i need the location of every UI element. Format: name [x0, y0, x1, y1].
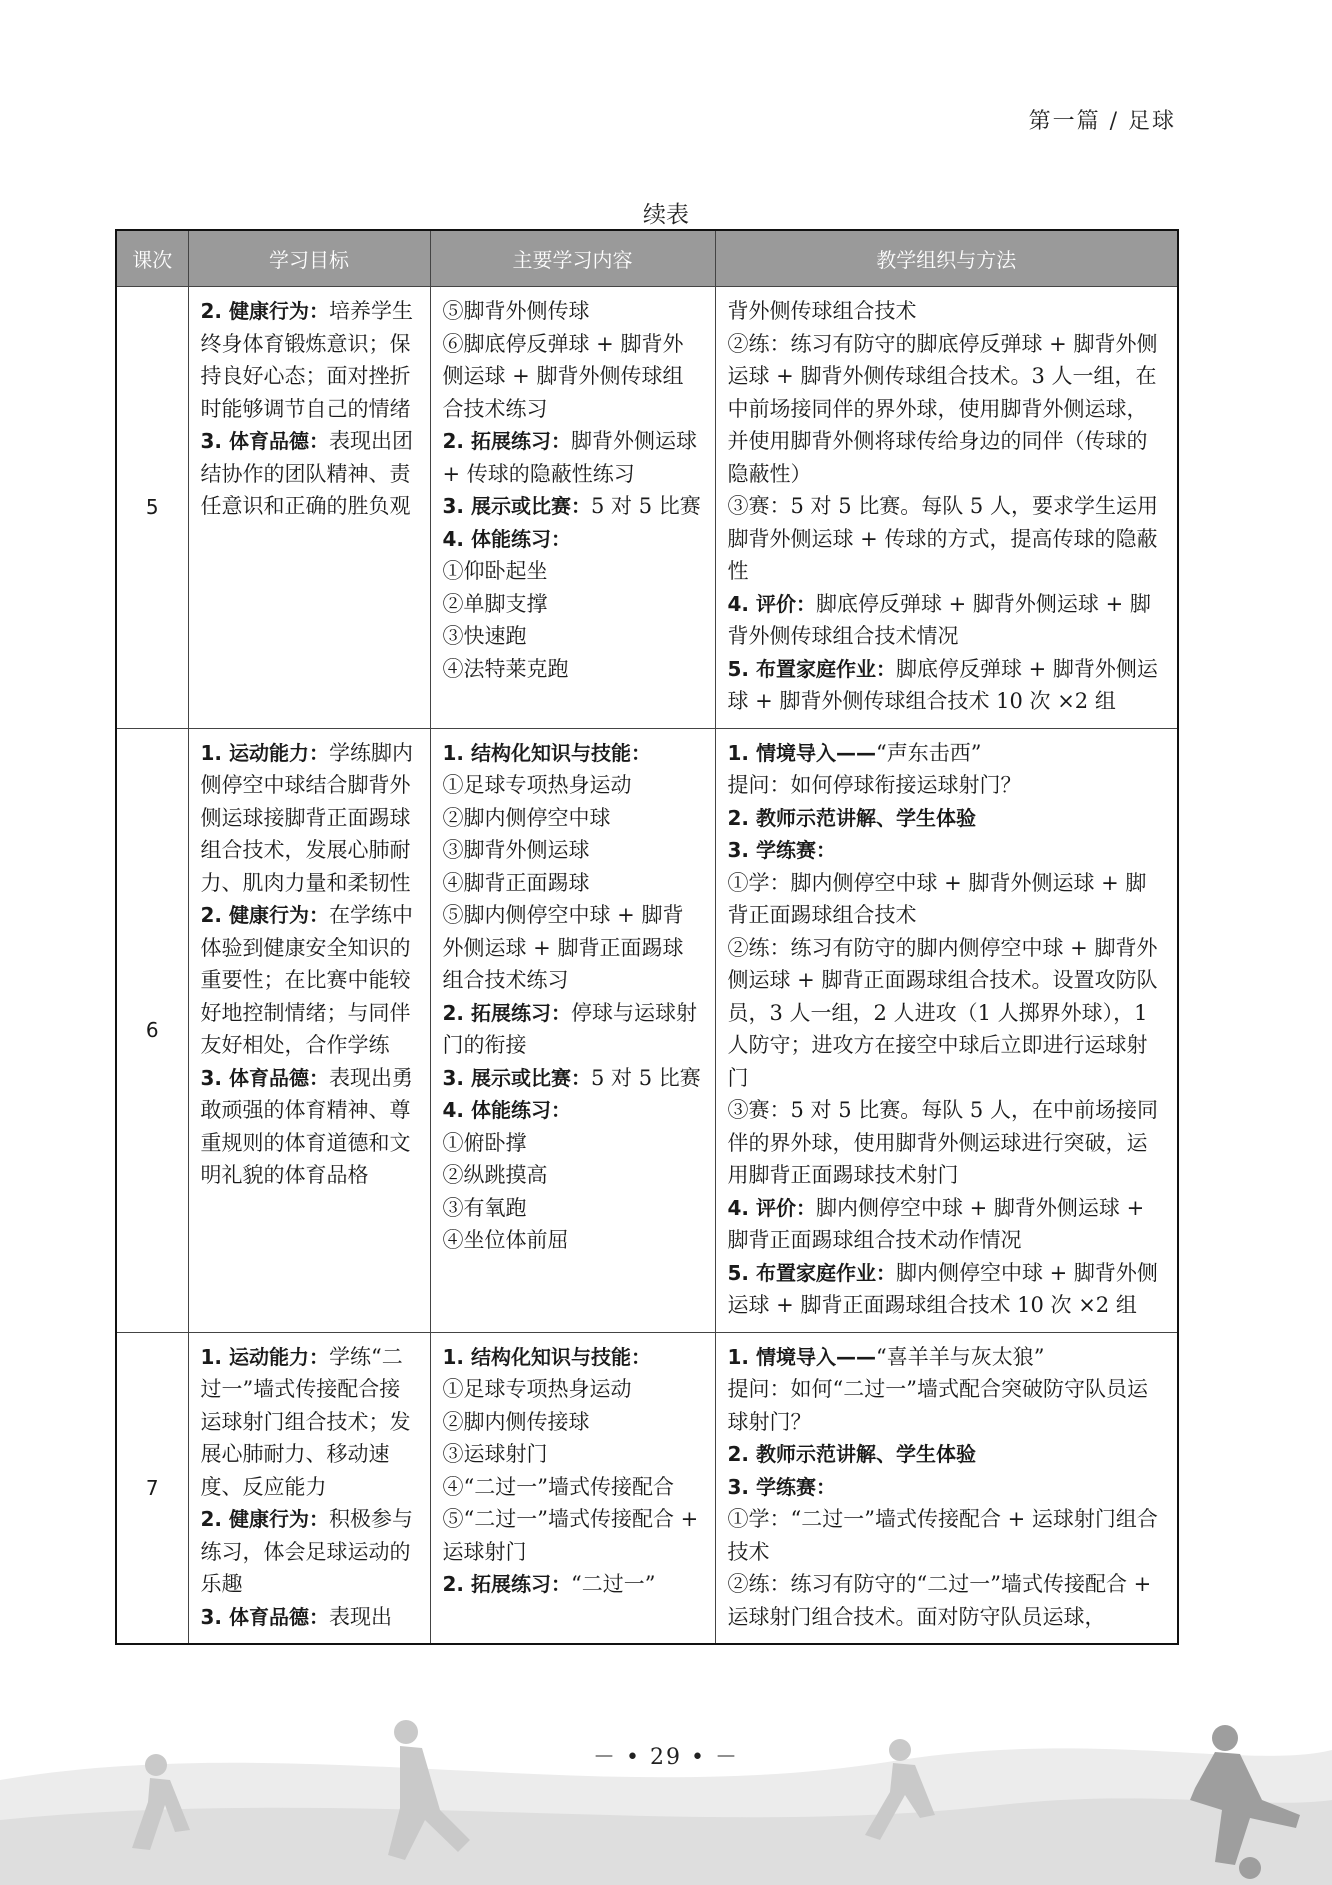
- methods-item: [728, 1373, 1166, 1438]
- methods-item-text: 提问：如何停球衔接运球射门？: [727, 773, 1022, 797]
- content-item: [443, 1503, 703, 1568]
- content-item-label: 3. 展示或比赛：: [442, 1065, 591, 1090]
- content-item: [443, 867, 703, 900]
- goals-item: [201, 295, 418, 425]
- footer-decoration: [0, 1690, 1332, 1885]
- methods-item: [728, 653, 1166, 718]
- cell-methods: [715, 1332, 1178, 1644]
- content-item-text: 脚背外侧运球 + 传球的隐蔽性练习: [442, 429, 697, 486]
- cell-methods: [715, 728, 1178, 1332]
- cell-content: [430, 287, 715, 729]
- content-item-text: 停球与运球射门的衔接: [442, 1000, 697, 1057]
- lesson-number: 7: [116, 1332, 188, 1644]
- methods-item: [728, 1568, 1166, 1633]
- table-header-row: [116, 230, 1178, 287]
- content-item-text: ③快速跑: [442, 624, 527, 648]
- content-item-text: ⑤脚内侧停空中球 + 脚背外侧运球 + 脚背正面踢球组合技术练习: [442, 903, 684, 992]
- content-item-label: 3. 展示或比赛：: [442, 494, 591, 518]
- content-item-label: 1. 结构化知识与技能：: [442, 1344, 651, 1369]
- content-item: [443, 1406, 703, 1439]
- header-content: 主要学习内容: [430, 230, 715, 287]
- methods-item: [728, 932, 1166, 1095]
- cell-goals: [188, 728, 430, 1332]
- content-item: [443, 1471, 703, 1504]
- content-item-text: ③脚背外侧运球: [442, 838, 590, 862]
- content-item: [443, 1159, 703, 1192]
- content-item: [443, 1127, 703, 1160]
- lesson-plan-table: [115, 229, 1179, 1645]
- goals-item: [201, 1341, 418, 1504]
- content-item-text: ②脚内侧停空中球: [442, 805, 611, 830]
- methods-item-label: 2. 教师示范讲解、学生体验: [727, 805, 976, 830]
- methods-item-text: 脚底停反弹球 + 脚背外侧运球 + 脚背外侧传球组合技术情况: [727, 591, 1151, 648]
- methods-item-text: 提问：如何“二过一”墙式配合突破防守队员运球射门？: [727, 1377, 1148, 1434]
- methods-item-label: 3. 学练赛：: [727, 838, 836, 862]
- header-lesson: 课次: [116, 230, 188, 287]
- goals-item: [201, 899, 418, 1062]
- content-item-label: 4. 体能练习：: [442, 526, 571, 551]
- goals-item: [201, 1062, 418, 1192]
- content-item: [443, 834, 703, 867]
- methods-item-text: 脚内侧停空中球 + 脚背外侧运球 + 脚背正面踢球组合技术 10 次 ×2 组: [727, 1260, 1158, 1317]
- content-item: [443, 295, 703, 328]
- methods-item-label: 4. 评价：: [727, 1195, 816, 1220]
- methods-item-label: 2. 教师示范讲解、学生体验: [727, 1442, 976, 1466]
- methods-item: [728, 802, 1166, 835]
- methods-item-label: 5. 布置家庭作业：: [727, 656, 896, 681]
- goals-item-label: 2. 健康行为：: [200, 299, 329, 323]
- goals-item: [201, 1601, 418, 1634]
- content-item-text: ②脚内侧传接球: [442, 1409, 590, 1434]
- methods-item-label: 1. 情境导入——: [727, 1344, 876, 1369]
- content-item-text: ①俯卧撑: [442, 1130, 527, 1155]
- header-methods: 教学组织与方法: [715, 230, 1178, 287]
- methods-item: [728, 834, 1166, 867]
- goals-item-label: 3. 体育品德：: [200, 1065, 329, 1090]
- content-item: [443, 737, 703, 770]
- content-item: [443, 620, 703, 653]
- methods-item-text: 背外侧传球组合技术: [727, 299, 917, 323]
- content-item-text: 5 对 5 比赛: [590, 494, 701, 518]
- table-row: [116, 287, 1178, 729]
- goals-item-label: 3. 体育品德：: [200, 1604, 329, 1629]
- content-item-text: ③运球射门: [442, 1442, 548, 1466]
- methods-item-text: 脚底停反弹球 + 脚背外侧运球 + 脚背外侧传球组合技术 10 次 ×2 组: [727, 656, 1158, 713]
- content-item-text: ⑥脚底停反弹球 + 脚背外侧运球 + 脚背外侧传球组合技术练习: [442, 331, 684, 421]
- content-item-text: ①足球专项热身运动: [442, 1377, 632, 1401]
- methods-item-label: 3. 学练赛：: [727, 1474, 836, 1499]
- methods-item: [728, 588, 1166, 653]
- goals-item-text: 学练“二过一”墙式传接配合接运球射门组合技术；发展心肺耐力、移动速度、反应能力: [200, 1344, 411, 1499]
- methods-item: [728, 1257, 1166, 1322]
- content-item: [443, 1192, 703, 1225]
- goals-item-text: 表现出勇敢顽强的体育精神、尊重规则的体育道德和文明礼貌的体育品格: [200, 1065, 413, 1187]
- goals-item: [201, 425, 418, 523]
- methods-item: [728, 490, 1166, 588]
- methods-item-text: ②练：练习有防守的脚底停反弹球 + 脚背外侧运球 + 脚背外侧传球组合技术。3 人一组，在中前场接同伴的界外球，使用脚背外侧运球，并使用脚背外侧将球传给身边的同伴（传球的隐蔽性）: [727, 331, 1158, 486]
- content-item: [443, 490, 703, 523]
- methods-item: [728, 769, 1166, 802]
- goals-item-text: 在学练中体验到健康安全知识的重要性；在比赛中能较好地控制情绪；与同伴友好相处，合作学练: [200, 903, 413, 1057]
- methods-item: [728, 1094, 1166, 1192]
- content-item-text: ⑤“二过一”墙式传接配合 + 运球射门: [442, 1507, 699, 1564]
- methods-item-text: “喜羊羊与灰太狼”: [875, 1344, 1045, 1369]
- content-item: [443, 523, 703, 556]
- methods-item: [728, 1471, 1166, 1504]
- content-item-label: 2. 拓展练习：: [442, 1572, 571, 1596]
- methods-item-text: ①学：“二过一”墙式传接配合 + 运球射门组合技术: [727, 1507, 1158, 1564]
- methods-item-text: ②练：练习有防守的脚内侧停空中球 + 脚背外侧运球 + 脚背正面踢球组合技术。设置攻防队员，3 人一组，2 人进攻（1 人掷界外球），1 人防守；进攻方在接空中球后立即进行运球射门: [727, 935, 1158, 1090]
- methods-item-text: ①学：脚内侧停空中球 + 脚背外侧运球 + 脚背正面踢球组合技术: [727, 870, 1147, 927]
- goals-item-text: 表现出团结协作的团队精神、责任意识和正确的胜负观: [200, 429, 413, 518]
- content-item: [443, 1224, 703, 1257]
- content-item-text: “二过一”: [570, 1572, 656, 1596]
- content-item: [443, 1568, 703, 1601]
- goals-item-text: 学练脚内侧停空中球结合脚背外侧运球接脚背正面踢球组合技术，发展心肺耐力、肌肉力量和柔韧性: [200, 740, 413, 895]
- content-item-text: ③有氧跑: [442, 1195, 527, 1220]
- content-item-text: 5 对 5 比赛: [590, 1065, 701, 1090]
- content-item-text: ②纵跳摸高: [442, 1163, 548, 1187]
- methods-item-label: 4. 评价：: [727, 591, 816, 616]
- goals-item-label: 3. 体育品德：: [200, 429, 329, 453]
- content-item-text: ④脚背正面踢球: [442, 870, 590, 895]
- methods-item-text: “声东击西”: [875, 740, 982, 765]
- content-item-text: ④“二过一”墙式传接配合: [442, 1474, 674, 1499]
- content-item: [443, 555, 703, 588]
- goals-item-label: 1. 运动能力：: [200, 1344, 329, 1369]
- goals-item-text: 培养学生终身体育锻炼意识；保持良好心态；面对挫折时能够调节自己的情绪: [200, 299, 413, 421]
- content-item: [443, 1438, 703, 1471]
- content-item: [443, 1094, 703, 1127]
- methods-item: [728, 295, 1166, 328]
- goals-item-label: 2. 健康行为：: [200, 903, 329, 927]
- cell-content: [430, 728, 715, 1332]
- content-item-label: 4. 体能练习：: [442, 1098, 571, 1122]
- content-item: [443, 1062, 703, 1095]
- content-item-label: 1. 结构化知识与技能：: [442, 740, 651, 765]
- cell-goals: [188, 287, 430, 729]
- header-goals: 学习目标: [188, 230, 430, 287]
- content-item: [443, 997, 703, 1062]
- content-item: [443, 802, 703, 835]
- methods-item: [728, 1341, 1166, 1374]
- content-item: [443, 769, 703, 802]
- methods-item: [728, 867, 1166, 932]
- methods-item-label: 1. 情境导入——: [727, 740, 876, 765]
- page-number: － • 29 • －: [593, 1745, 739, 1770]
- lesson-number: 6: [116, 728, 188, 1332]
- cell-content: [430, 1332, 715, 1644]
- content-item: [443, 425, 703, 490]
- table-row: [116, 1332, 1178, 1644]
- content-item-label: 2. 拓展练习：: [442, 429, 571, 453]
- goals-item-label: 2. 健康行为：: [200, 1507, 329, 1531]
- content-item: [443, 328, 703, 426]
- goals-item: [201, 1503, 418, 1601]
- methods-item: [728, 737, 1166, 770]
- methods-item-label: 5. 布置家庭作业：: [727, 1260, 896, 1285]
- goals-item-label: 1. 运动能力：: [200, 740, 329, 765]
- methods-item: [728, 328, 1166, 491]
- content-item: [443, 1341, 703, 1374]
- cell-methods: [715, 287, 1178, 729]
- content-item: [443, 899, 703, 997]
- methods-item-text: ③赛：5 对 5 比赛。每队 5 人，要求学生运用脚背外侧运球 + 传球的方式，提高传球的隐蔽性: [727, 494, 1158, 583]
- content-item: [443, 653, 703, 686]
- content-item-text: ④坐位体前屈: [442, 1228, 569, 1252]
- table-row: [116, 728, 1178, 1332]
- methods-item-text: ②练：练习有防守的“二过一”墙式传接配合 + 运球射门组合技术。面对防守队员运球，: [727, 1572, 1152, 1629]
- content-item-text: ①仰卧起坐: [442, 559, 548, 583]
- content-item-text: ⑤脚背外侧传球: [442, 299, 590, 323]
- lesson-number: 5: [116, 287, 188, 729]
- content-item-text: ④法特莱克跑: [442, 656, 569, 681]
- methods-item: [728, 1503, 1166, 1568]
- methods-item: [728, 1438, 1166, 1471]
- chapter-header: 第一篇 / 足球: [1028, 109, 1176, 134]
- table-caption: 续表: [643, 202, 689, 228]
- content-item-label: 2. 拓展练习：: [442, 1000, 571, 1025]
- methods-item-text: ③赛：5 对 5 比赛。每队 5 人，在中前场接同伴的界外球，使用脚背外侧运球进行突破，运用脚背正面踢球技术射门: [727, 1098, 1158, 1187]
- methods-item-text: 脚内侧停空中球 + 脚背外侧运球 + 脚背正面踢球组合技术动作情况: [727, 1195, 1145, 1252]
- cell-goals: [188, 1332, 430, 1644]
- content-item: [443, 1373, 703, 1406]
- methods-item: [728, 1192, 1166, 1257]
- goals-item-text: 积极参与练习，体会足球运动的乐趣: [200, 1507, 413, 1596]
- content-item-text: ①足球专项热身运动: [442, 773, 632, 797]
- content-item: [443, 588, 703, 621]
- goals-item-text: 表现出: [328, 1604, 392, 1629]
- goals-item: [201, 737, 418, 900]
- content-item-text: ②单脚支撑: [442, 591, 548, 616]
